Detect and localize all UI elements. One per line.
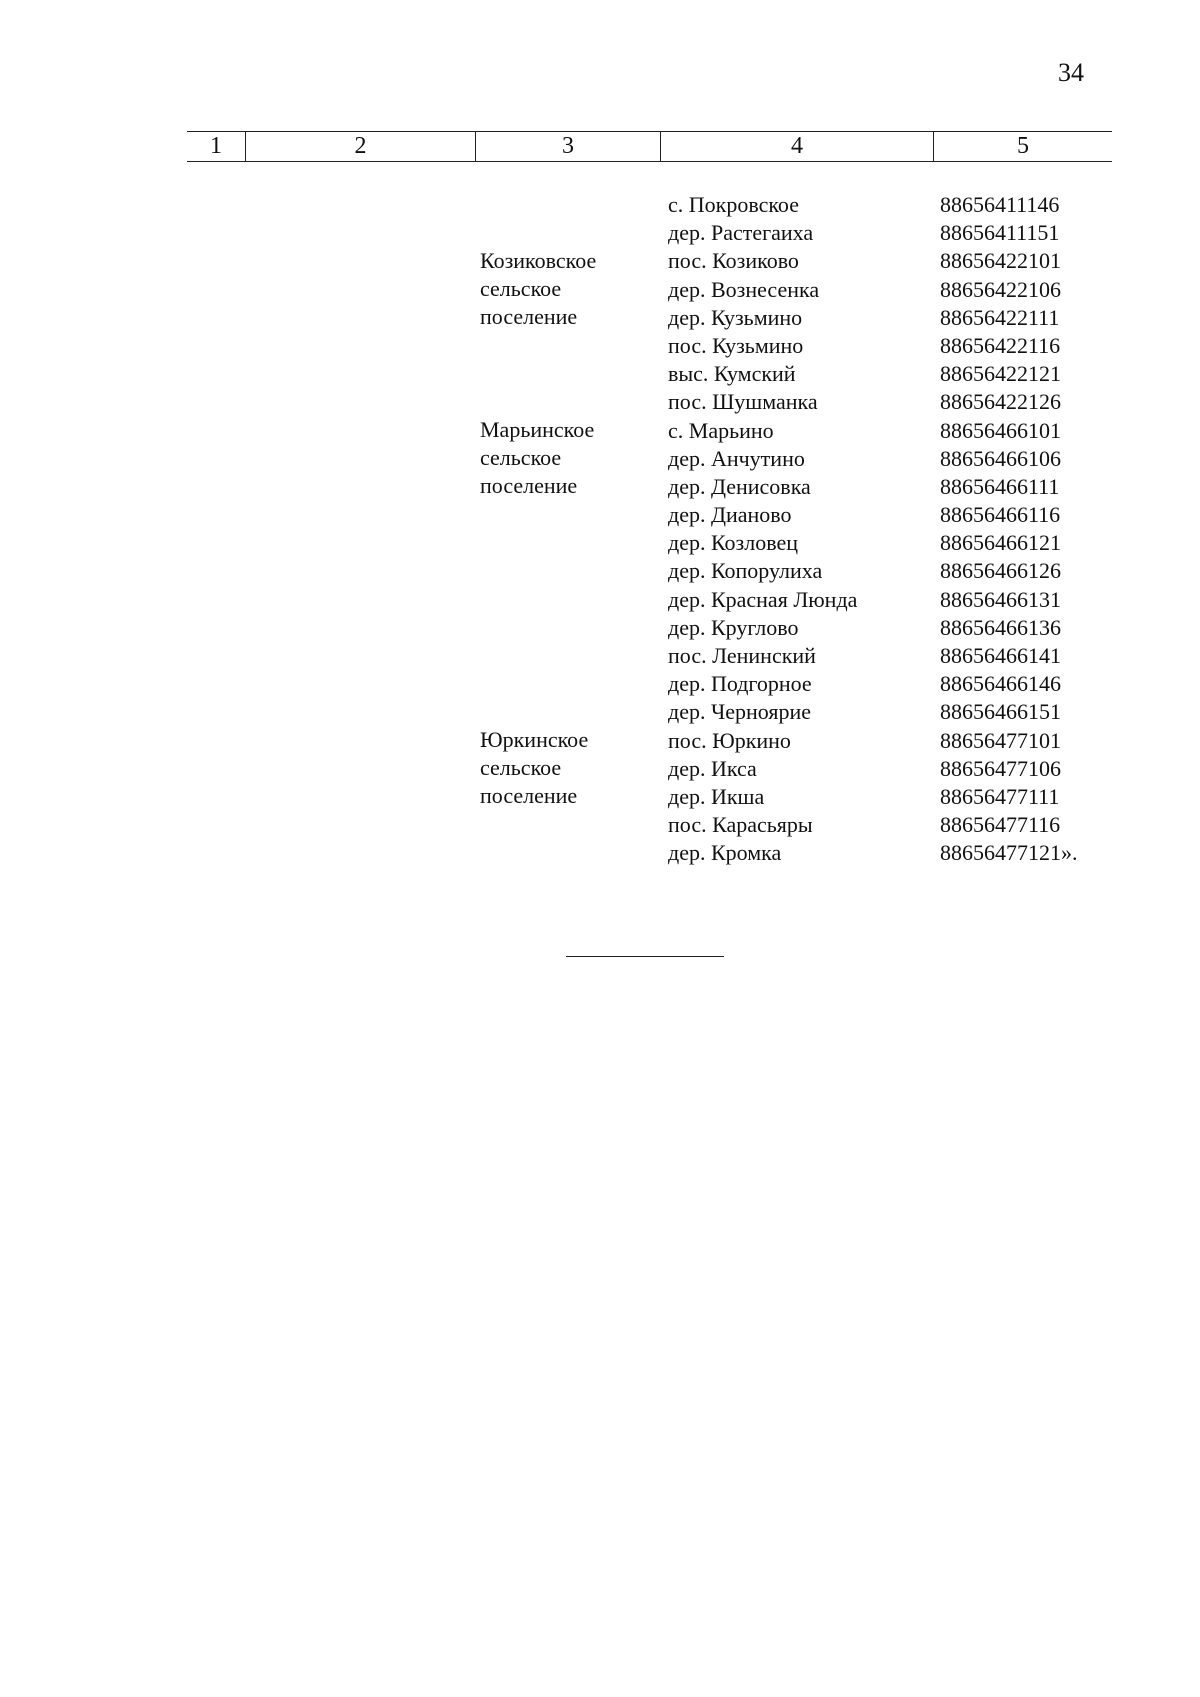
locality-name: дер. Черноярие bbox=[668, 699, 812, 725]
oktmo-code: 88656411151 bbox=[940, 220, 1060, 246]
settlement-name-line: поселение bbox=[480, 304, 578, 330]
oktmo-code: 88656422126 bbox=[940, 389, 1061, 415]
column-header-5: 5 bbox=[1017, 133, 1029, 159]
oktmo-code: 88656477101 bbox=[940, 727, 1061, 753]
oktmo-code: 88656466151 bbox=[940, 699, 1061, 725]
table-header bbox=[187, 131, 1112, 162]
oktmo-code: 88656466106 bbox=[940, 445, 1061, 471]
oktmo-code: 88656466116 bbox=[940, 502, 1061, 528]
locality-name: с. Марьино bbox=[668, 417, 774, 443]
locality-name: пос. Шушманка bbox=[668, 389, 818, 415]
oktmo-code: 88656466126 bbox=[940, 558, 1061, 584]
oktmo-code: 88656466121 bbox=[940, 530, 1061, 556]
settlement-name-line: Козиковское bbox=[480, 248, 597, 273]
locality-name: пос. Юркино bbox=[668, 727, 791, 753]
locality-name: дер. Подгорное bbox=[668, 671, 812, 697]
locality-name: дер. Кромка bbox=[668, 840, 782, 866]
oktmo-code: 88656477116 bbox=[940, 812, 1061, 838]
oktmo-code: 88656477111 bbox=[940, 783, 1060, 809]
settlement-name-line: Юркинское bbox=[480, 727, 589, 752]
locality-name: дер. Красная Люнда bbox=[668, 586, 858, 612]
locality-name: дер. Икша bbox=[668, 783, 765, 809]
oktmo-code: 88656422111 bbox=[940, 304, 1060, 330]
page-number: 34 bbox=[1058, 58, 1084, 87]
locality-name: дер. Икса bbox=[668, 755, 757, 781]
settlement-name-line: сельское bbox=[480, 445, 562, 471]
locality-name: дер. Козловец bbox=[668, 530, 799, 556]
locality-name: пос. Кузьмино bbox=[668, 332, 804, 358]
column-header-4: 4 bbox=[661, 132, 934, 161]
oktmo-code: 88656466146 bbox=[940, 671, 1061, 697]
locality-name: дер. Растегаиха bbox=[668, 220, 814, 246]
settlement-name-line: сельское bbox=[480, 276, 562, 302]
settlement-name-line: поселение bbox=[480, 783, 578, 809]
oktmo-code: 88656422121 bbox=[940, 361, 1061, 387]
oktmo-code: 88656477121». bbox=[940, 840, 1078, 866]
settlement-kozikovskoe bbox=[480, 247, 596, 332]
settlement-yurkinskoe bbox=[480, 726, 588, 811]
column-header-2: 2 bbox=[246, 132, 476, 161]
locality-name: с. Покровское bbox=[668, 192, 799, 217]
oktmo-code: 88656411146 bbox=[940, 192, 1060, 217]
settlement-name-line: поселение bbox=[480, 473, 578, 499]
oktmo-code: 88656422116 bbox=[940, 332, 1061, 358]
oktmo-code: 88656466131 bbox=[940, 586, 1061, 612]
oktmo-code: 88656466136 bbox=[940, 614, 1061, 640]
locality-name: пос. Козиково bbox=[668, 248, 799, 274]
column-header-1: 1 bbox=[187, 132, 246, 161]
oktmo-code: 88656422101 bbox=[940, 248, 1061, 274]
locality-name: пос. Ленинский bbox=[668, 643, 816, 668]
settlement-name-line: сельское bbox=[480, 755, 562, 781]
locality-name: дер. Вознесенка bbox=[668, 276, 820, 302]
oktmo-code: 88656477106 bbox=[940, 755, 1061, 781]
locality-name: дер. Кузьмино bbox=[668, 304, 803, 330]
locality-name: дер. Круглово bbox=[668, 614, 799, 640]
locality-name: выс. Кумский bbox=[668, 361, 796, 387]
column-header-3: 3 bbox=[476, 132, 661, 161]
settlement-maryinskoe bbox=[480, 416, 594, 501]
locality-name: дер. Дианово bbox=[668, 502, 792, 528]
end-of-section-rule bbox=[566, 956, 724, 957]
oktmo-code: 88656422106 bbox=[940, 276, 1061, 302]
oktmo-code: 88656466141 bbox=[940, 643, 1061, 668]
locality-name: пос. Карасьяры bbox=[668, 812, 813, 838]
oktmo-code: 88656466111 bbox=[940, 473, 1060, 499]
settlement-name-line: Марьинское bbox=[480, 417, 595, 442]
oktmo-code: 88656466101 bbox=[940, 417, 1061, 443]
locality-name: дер. Денисовка bbox=[668, 473, 811, 499]
locality-name: дер. Анчутино bbox=[668, 445, 805, 471]
locality-name: дер. Копорулиха bbox=[668, 558, 823, 584]
